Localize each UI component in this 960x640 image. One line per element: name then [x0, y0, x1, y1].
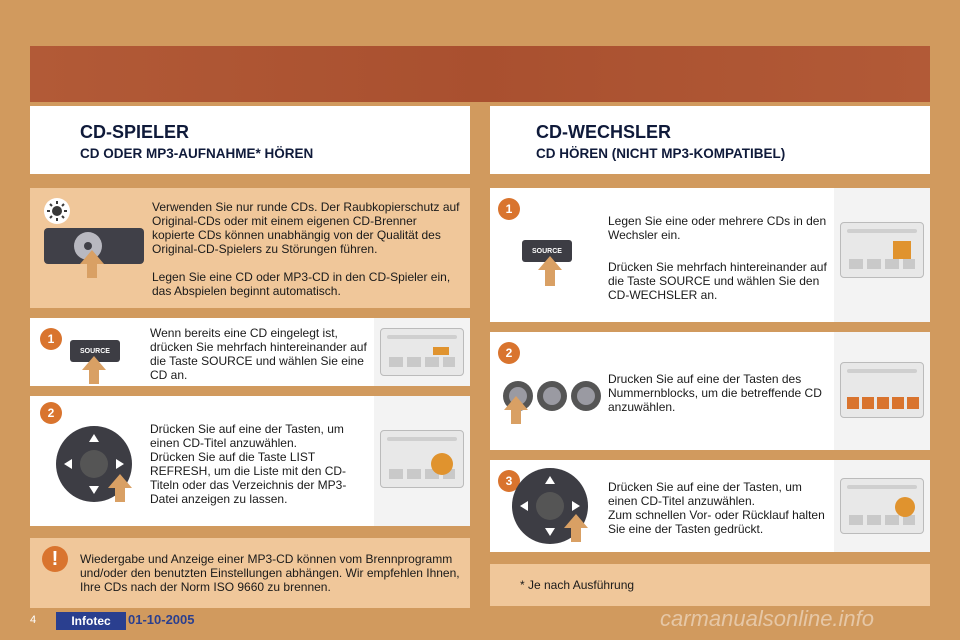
arrow-up-icon: [108, 474, 132, 488]
arrow-up-icon: [82, 356, 106, 370]
step-badge: 3: [498, 470, 520, 492]
radio-thumbnail: [834, 460, 930, 552]
top-banner: [30, 46, 930, 102]
footnote-panel: [490, 564, 930, 606]
arrow-up-icon: [504, 396, 528, 410]
step-badge: 1: [498, 198, 520, 220]
left-intro-panel: [30, 188, 470, 308]
arrow-up-icon: [538, 256, 562, 270]
right-title: CD-WECHSLER: [536, 122, 671, 142]
radio-thumbnail: [374, 318, 470, 386]
left-header: [30, 106, 470, 174]
left-subtitle: CD ODER MP3-AUFNAHME* HÖREN: [80, 146, 314, 161]
right-subtitle: CD HÖREN (NICHT MP3-KOMPATIBEL): [536, 146, 786, 161]
radio-thumbnail: [834, 332, 930, 450]
step-1-text: Wenn bereits eine CD eingelegt ist, drücken Sie mehrfach hintereinander auf die Taste SOURCE und wählen Sie eine CD an.: [150, 326, 367, 382]
right-step-1-panel: [490, 188, 930, 322]
warning-icon: !: [42, 546, 68, 572]
step-1-paragraph-1: Legen Sie eine oder mehrere CDs in den Wechsler ein.: [608, 214, 827, 242]
source-button: SOURCE: [70, 340, 120, 362]
step-3-text: Drücken Sie auf eine der Tasten, um einen CD-Titel anzuwählen. Zum schnellen Vor- oder Rücklauf halten Sie eine der Tasten gedrückt.: [608, 480, 825, 536]
source-button: SOURCE: [522, 240, 572, 262]
arrow-up-icon: [80, 250, 104, 264]
left-title: CD-SPIELER: [80, 122, 190, 142]
step-1-paragraph-2: Drücken Sie mehrfach hintereinander auf die Taste SOURCE und wählen Sie den CD-WECHSLER an.: [608, 260, 827, 302]
radio-thumbnail: [374, 396, 470, 526]
right-header: [490, 106, 930, 174]
arrow-up-icon: [564, 514, 588, 528]
left-step-1-panel: [30, 318, 470, 386]
right-step-2-panel: [490, 332, 930, 450]
left-step-2-panel: [30, 396, 470, 526]
brand-logo: Infotec: [56, 612, 126, 630]
step-2-text: Drücken Sie auf eine der Tasten, um einen CD-Titel anzuwählen. Drücken Sie auf die Taste LIST REFRESH, um die Liste mit den CD-Titeln oder das Verzeichnis der MP3-Datei anzeigen zu lassen.: [150, 422, 347, 506]
page-number: 4: [30, 614, 37, 626]
step-2-text: Drucken Sie auf eine der Tasten des Nummernblocks, um die betreffende CD anzuwählen.: [608, 372, 822, 414]
right-step-3-panel: [490, 460, 930, 552]
footnote-text: * Je nach Ausführung: [520, 578, 635, 592]
step-badge: 2: [498, 342, 520, 364]
edition-date: 01-10-2005: [128, 612, 195, 627]
step-badge: 2: [40, 402, 62, 424]
warning-panel: [30, 538, 470, 608]
intro-paragraph-2: Legen Sie eine CD oder MP3-CD in den CD-Spieler ein, das Abspielen beginnt automatisch.: [152, 270, 451, 298]
step-badge: 1: [40, 328, 62, 350]
tip-icon: [44, 198, 70, 224]
intro-paragraph-1: Verwenden Sie nur runde CDs. Der Raubkopierschutz auf Original-CDs oder mit einem eigenen CD-Brenner kopierte CDs können unabhängig von der Qualität des Original-CD-Spielers zu Störungen führen.: [152, 200, 460, 256]
watermark: carmanualsonline.info: [660, 606, 875, 631]
warning-text: Wiedergabe und Anzeige einer MP3-CD können vom Brennprogramm und/oder den benutzten Einstellungen abhängen. Wir empfehlen Ihnen, Ihre CDs nach der Norm ISO 9660 zu brennen.: [80, 552, 460, 594]
radio-thumbnail: [834, 188, 930, 322]
